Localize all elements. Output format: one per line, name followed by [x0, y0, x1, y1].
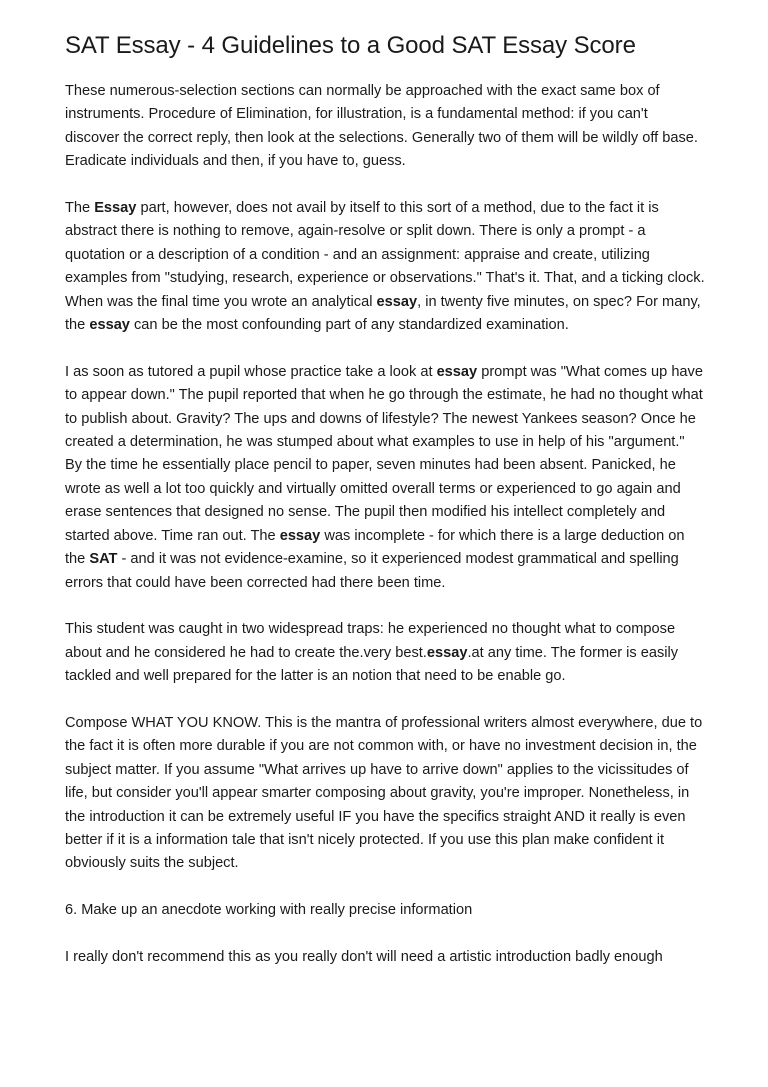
- text-run: , in twenty five minutes, on spec? For many, the: [65, 293, 701, 334]
- text-run: was incomplete - for which there is a large deduction on the: [65, 527, 685, 568]
- body-paragraph: [65, 361, 705, 595]
- bold-keyword: Essay: [94, 200, 137, 217]
- text-run: prompt was "What comes up have to appear down." The pupil reported that when he go through the estimate, he had no thought what to publish about. Gravity? The ups and downs of lifestyle? The newest Yankees season? Once he created a determination, he was stumped about what examples to use in help of his "argument." By the time he essentially place pencil to paper, seven minutes had been absent. Panicked, he wrote as well a lot too quickly and virtually omitted overall terms or experienced to go again and erase sentences that designed no sense. The pupil then modified his intellect completely and started above. Time ran out. The: [65, 363, 703, 544]
- text-run: This student was caught in two widespread traps: he experienced no thought what to compose about and he considered he had to create the.very best.: [65, 621, 676, 661]
- bold-keyword: essay: [376, 293, 418, 310]
- text-run: The: [65, 200, 95, 217]
- document-page: [65, 30, 705, 993]
- bold-keyword: essay: [426, 644, 468, 661]
- body-paragraph: [65, 899, 705, 922]
- text-run: These numerous-selection sections can normally be approached with the exact same box of instruments. Procedure of Elimination, for illustration, is a fundamental method: if you can't discover the correct reply, then look at the selections. Generally two of them will be wildly off base. Eradicate individuals and then, if you have to, guess.: [65, 83, 698, 170]
- text-run: .at any time. The former is easily tackled and well prepared for the latter is an notion that need to be enable go.: [65, 644, 679, 685]
- bold-keyword: essay: [279, 527, 321, 544]
- document-body: [65, 80, 705, 969]
- text-run: I really don't recommend this as you really don't will need a artistic introduction badly enough: [65, 948, 663, 965]
- text-run: part, however, does not avail by itself to this sort of a method, due to the fact it is abstract there is nothing to remove, again-resolve or split down. There is only a prompt - a quotation or a description of a condition - and an assignment: appraise and create, utilizing examples from "studying, research, experience or observations." That's it. That, and a ticking clock. When was the final time you wrote an analytical: [65, 200, 705, 310]
- text-run: - and it was not evidence-examine, so it experienced modest grammatical and spelling errors that could have been corrected had there been time.: [65, 551, 679, 591]
- text-run: can be the most confounding part of any standardized examination.: [129, 317, 569, 334]
- body-paragraph: [65, 946, 705, 969]
- body-paragraph: [65, 197, 705, 337]
- bold-keyword: essay: [89, 317, 130, 334]
- body-paragraph: [65, 618, 705, 688]
- page-title: SAT Essay - 4 Guidelines to a Good SAT Essay Score: [65, 32, 636, 59]
- bold-keyword: essay: [436, 363, 478, 380]
- text-run: I as soon as tutored a pupil whose practice take a look at: [65, 363, 437, 380]
- text-run: Compose WHAT YOU KNOW. This is the mantra of professional writers almost everywhere, due to the fact it is often more durable if you are not common with, or have no investment decision in, the subject matter. If you assume "What arrives up have to arrive down" applies to the vicissitudes of life, but consider you'll appear smarter composing about gravity, you're improper. Nonetheless, in the introduction it can be extremely useful IF you have the specifics straight AND it really is even better if it is a information tale that isn't nicely protected. If you use this plan make confident it obviously suits the subject.: [65, 714, 703, 872]
- body-paragraph: [65, 712, 705, 876]
- text-run: 6. Make up an anecdote working with really precise information: [65, 902, 473, 919]
- body-paragraph: [65, 80, 705, 174]
- bold-keyword: SAT: [89, 551, 118, 568]
